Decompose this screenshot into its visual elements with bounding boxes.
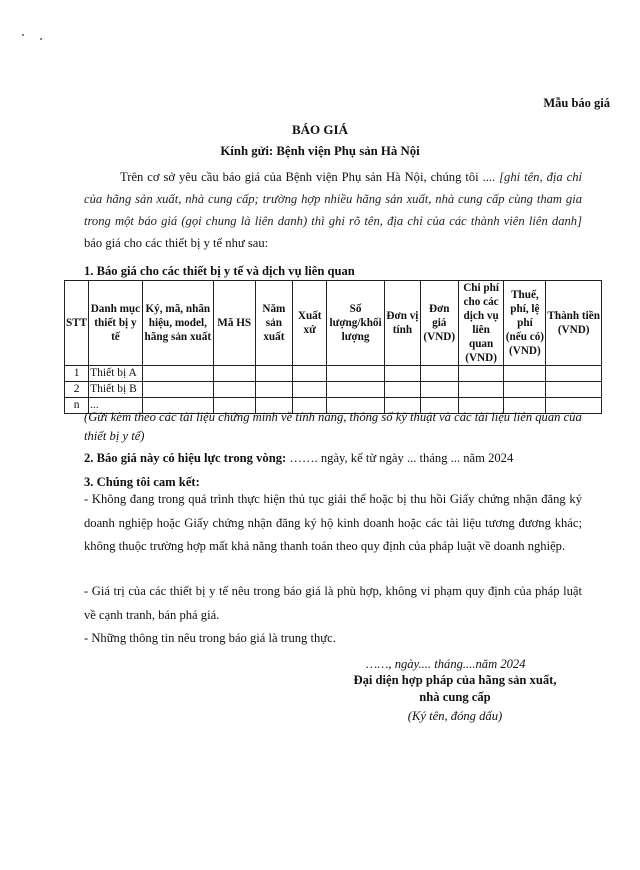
header-quantity: Số lượng/khối lượng: [327, 281, 385, 366]
document-title: BÁO GIÁ: [292, 122, 348, 137]
form-label: Mẫu báo giá: [543, 96, 610, 110]
header-stt: STT: [65, 281, 89, 366]
header-tax: Thuế, phí, lệ phí (nếu có) (VND): [504, 281, 546, 366]
signature-date: ……, ngày.... tháng....năm 2024: [366, 657, 526, 671]
header-year: Năm sản xuất: [255, 281, 293, 366]
table-row: [65, 366, 602, 382]
commitment-item: - Những thông tin nêu trong báo giá là trung thực.: [84, 631, 336, 645]
header-hs-code: Mã HS: [213, 281, 255, 366]
section-3-heading: 3. Chúng tôi cam kết:: [84, 475, 200, 489]
table-header-row: [65, 281, 602, 366]
commitment-item: - Giá trị của các thiết bị y tế nêu trong báo giá là phù hợp, không vi phạm quy định của pháp luật về cạnh tranh, bán phá giá.: [84, 584, 582, 622]
header-total: Thành tiền (VND): [546, 281, 602, 366]
validity-value: ……. ngày, kể từ ngày ... tháng ... năm 2024: [289, 451, 514, 465]
header-unit-price: Đơn giá (VND): [420, 281, 458, 366]
cell-stt: n: [65, 398, 89, 414]
commitment-item: - Không đang trong quá trình thực hiện thủ tục giải thể hoặc bị thu hồi Giấy chứng nhận đăng ký doanh nghiệp hoặc Giấy chứng nhận đăng ký hộ kinh doanh hoặc các tài liệu tương đương khác; không thuộc trường hợp mất khả năng thanh toán theo quy định của pháp luật về doanh nghiệp.: [84, 492, 582, 553]
signature-title-line-1: Đại diện hợp pháp của hãng sản xuất,: [353, 673, 557, 687]
cell-stt: 1: [65, 366, 89, 382]
cell-item: Thiết bị B: [89, 382, 143, 398]
intro-tail: báo giá cho các thiết bị y tế như sau:: [84, 236, 269, 250]
header-model: Ký, mã, nhãn hiệu, model, hãng sản xuất: [142, 281, 213, 366]
header-unit: Đơn vị tính: [385, 281, 421, 366]
recipient-line: Kính gửi: Bệnh viện Phụ sản Hà Nội: [220, 144, 420, 158]
header-service-cost: Chi phí cho các dịch vụ liên quan (VND): [458, 281, 504, 366]
table-row: [65, 382, 602, 398]
section-2-heading: 2. Báo giá này có hiệu lực trong vòng:: [84, 451, 287, 465]
intro-paragraph: [84, 166, 582, 254]
section-2: [84, 449, 513, 469]
scan-speck: [22, 34, 24, 36]
cell-item: ...: [89, 398, 143, 414]
intro-instruction: [ghi tên, địa chỉ của hãng sản xuất, nhà cung cấp; trường hợp nhiều hãng sản xuất, nhà cung cấp cùng tham gia trong một báo giá (gọi chung là liên danh) thì ghi rõ tên, địa chỉ của các thành viên liên danh]: [84, 170, 583, 228]
section-1-heading: 1. Báo giá cho các thiết bị y tế và dịch vụ liên quan: [84, 264, 355, 278]
signature-note: (Ký tên, đóng dấu): [407, 709, 503, 723]
signature-title: [330, 672, 580, 706]
quotation-table: [64, 280, 602, 414]
scan-speck: [40, 38, 42, 40]
header-origin: Xuất xứ: [293, 281, 327, 366]
header-device-list: Danh mục thiết bị y tế: [89, 281, 143, 366]
cell-stt: 2: [65, 382, 89, 398]
cell-item: Thiết bị A: [89, 366, 143, 382]
signature-title-line-2: nhà cung cấp: [419, 690, 491, 704]
intro-text: Trên cơ sở yêu cầu báo giá của Bệnh viện Phụ sản Hà Nội, chúng tôi ....: [120, 170, 496, 184]
attachment-note: (Gửi kèm theo các tài liệu chứng minh về tính năng, thông số kỹ thuật và các tài liệu liên quan của thiết bị y tế): [84, 410, 582, 443]
